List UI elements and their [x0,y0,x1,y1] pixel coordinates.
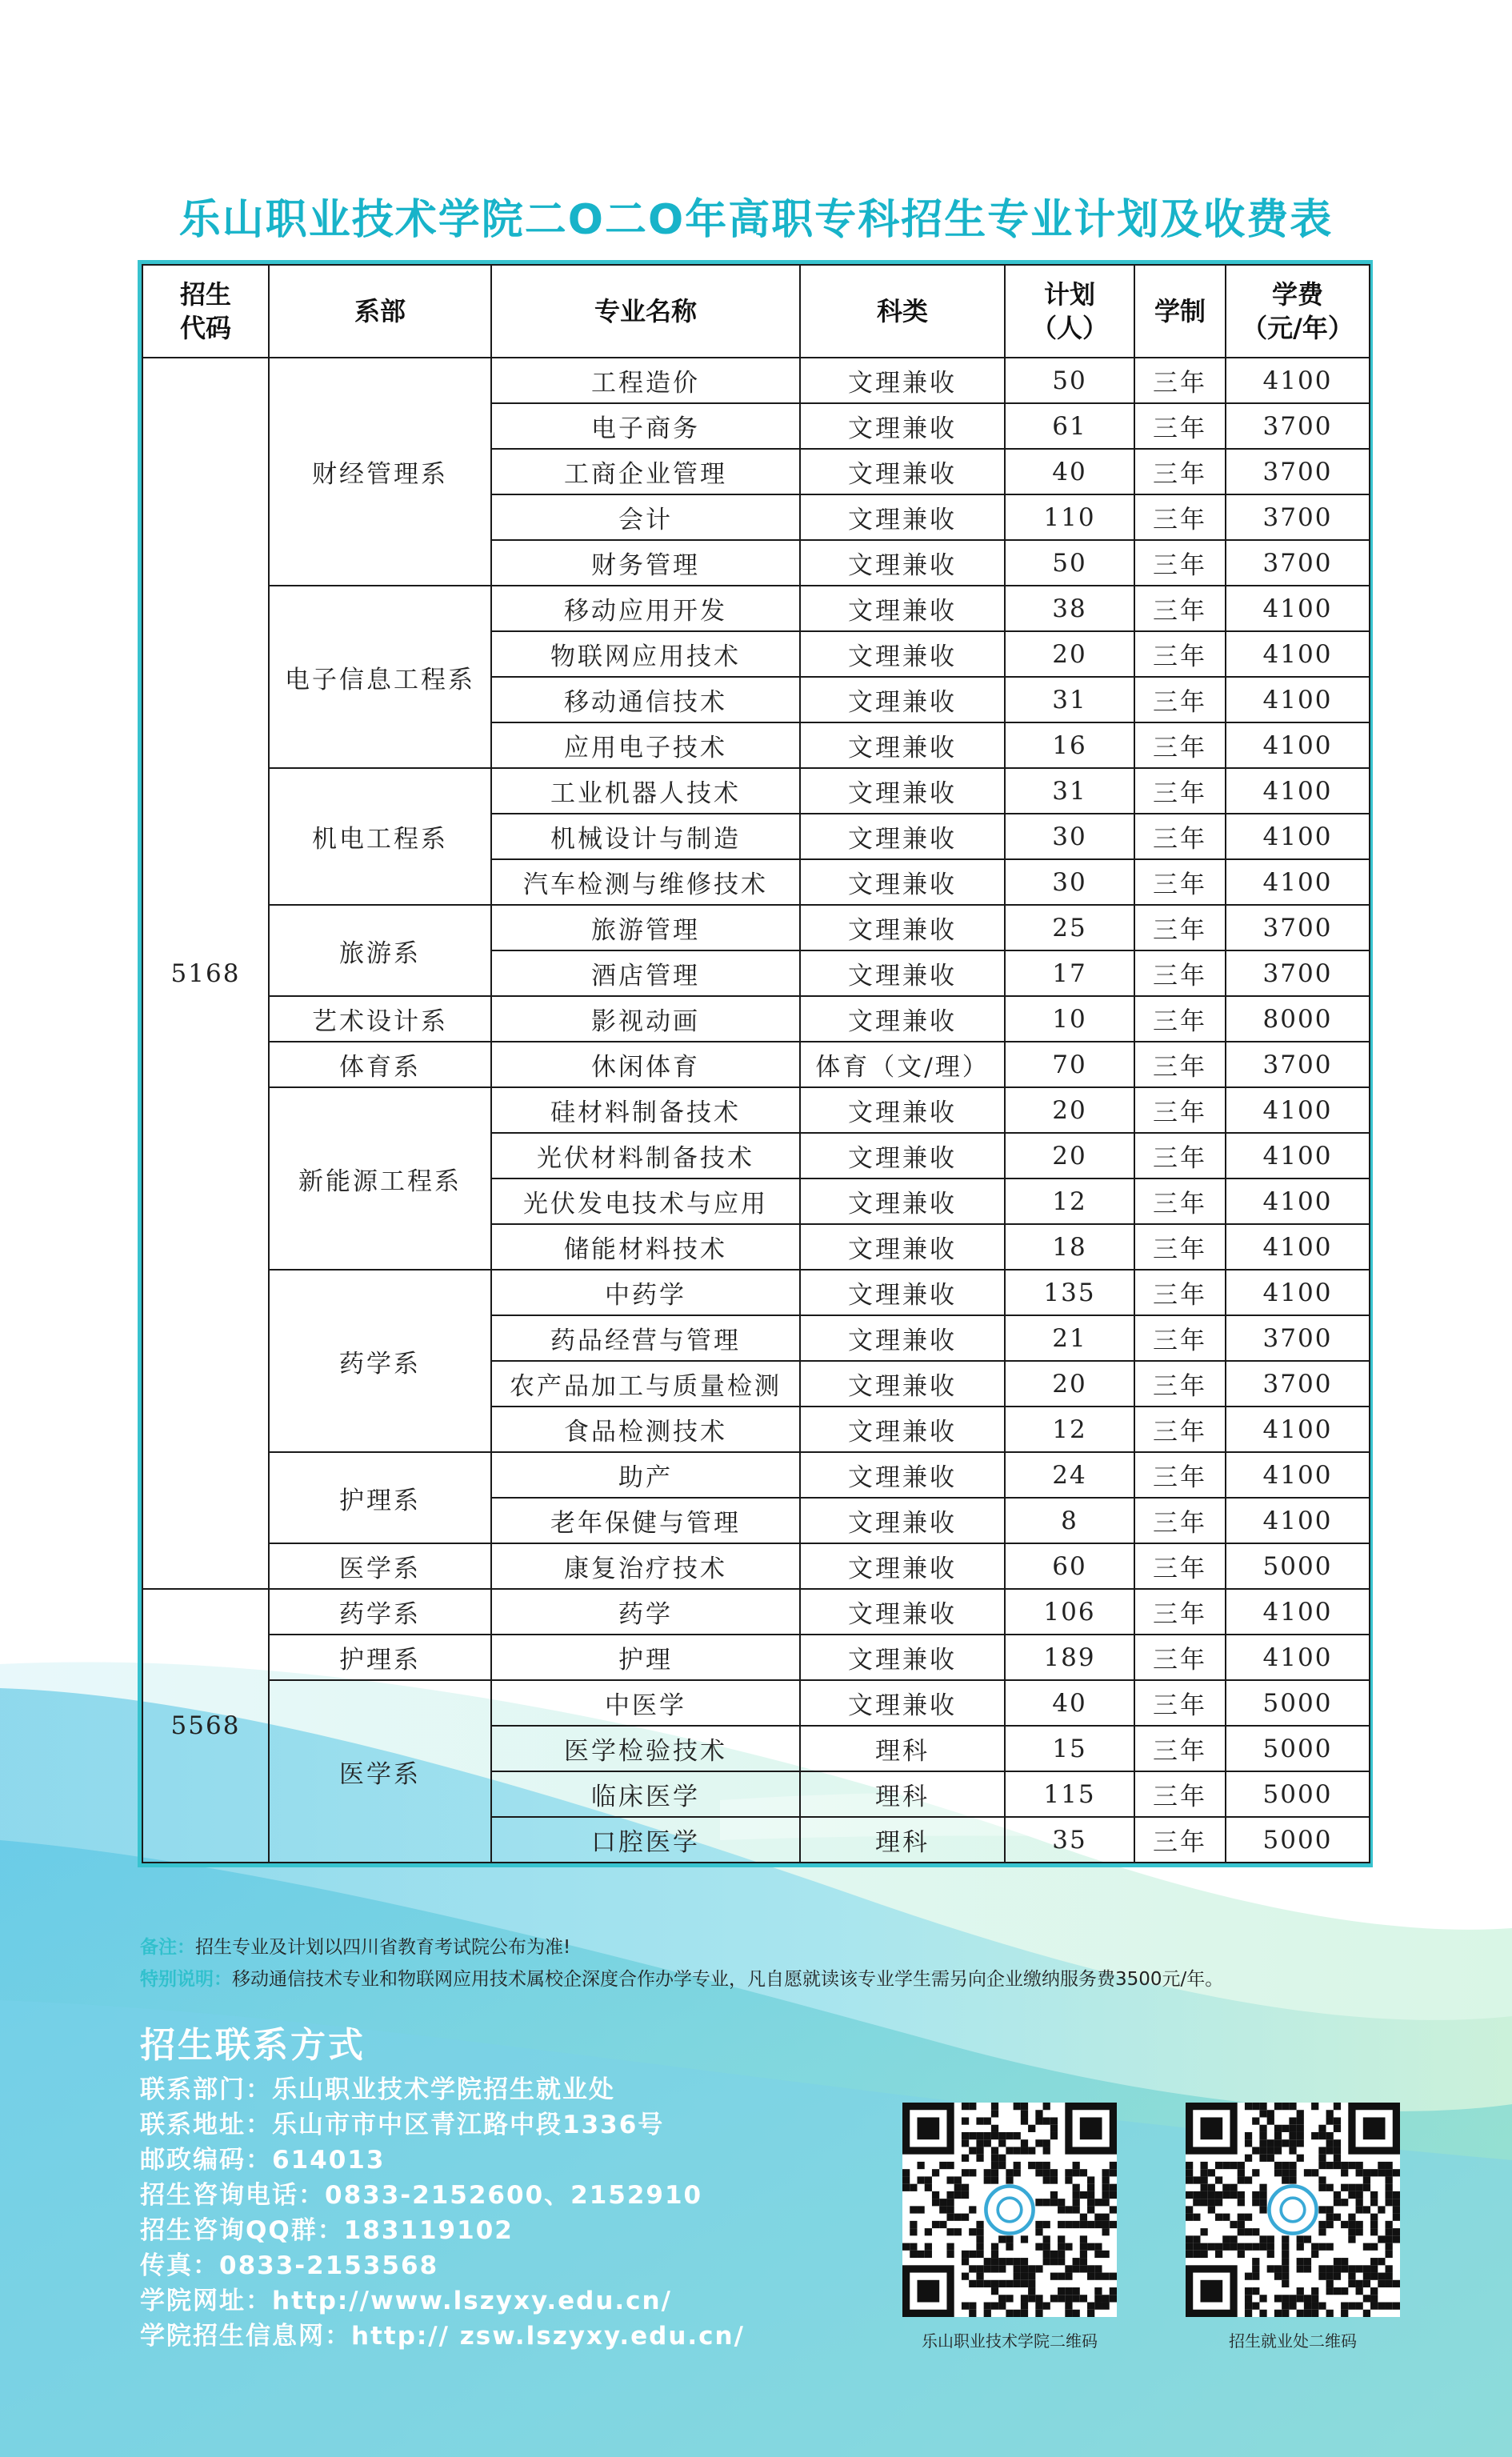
plan-cell: 40 [1005,1680,1134,1726]
special-note: 特别说明：移动通信技术专业和物联网应用技术属校企深度合作办学专业，凡自愿就读该专业学生需另向企业缴纳服务费3500元/年。 [140,1969,1224,1990]
department-cell: 体育系 [269,1042,491,1087]
contact-website[interactable]: 学院网址：http://www.lszyxy.edu.cn/ [140,2287,672,2315]
duration-cell: 三年 [1134,1270,1226,1315]
college-qr-code-icon [902,2103,1117,2317]
department-cell: 财经管理系 [269,358,491,586]
plan-cell: 15 [1005,1726,1134,1771]
category-cell: 文理兼收 [800,768,1005,814]
fee-cell: 4100 [1226,814,1370,859]
plan-cell: 40 [1005,449,1134,494]
department-cell: 新能源工程系 [269,1087,491,1270]
contact-phone: 招生咨询电话：0833-2152600、2152910 [140,2181,703,2210]
category-cell: 体育（文/理） [800,1042,1005,1087]
duration-cell: 三年 [1134,722,1226,768]
plan-cell: 30 [1005,814,1134,859]
fee-cell: 3700 [1226,1315,1370,1361]
fee-cell: 4100 [1226,1589,1370,1635]
fee-cell: 5000 [1226,1726,1370,1771]
major-cell: 机械设计与制造 [491,814,800,859]
duration-cell: 三年 [1134,449,1226,494]
plan-cell: 16 [1005,722,1134,768]
duration-cell: 三年 [1134,1133,1226,1178]
major-cell: 护理 [491,1635,800,1680]
plan-cell: 20 [1005,1133,1134,1178]
category-cell: 文理兼收 [800,1635,1005,1680]
table-header-row [142,265,1370,358]
plan-cell: 20 [1005,1361,1134,1407]
fee-cell: 3700 [1226,540,1370,586]
category-cell: 文理兼收 [800,1315,1005,1361]
remark-note: 备注：招生专业及计划以四川省教育考试院公布为准! [140,1937,571,1958]
fee-cell: 4100 [1226,1635,1370,1680]
category-cell: 文理兼收 [800,677,1005,722]
major-cell: 硅材料制备技术 [491,1087,800,1133]
major-cell: 中药学 [491,1270,800,1315]
fee-cell: 3700 [1226,950,1370,996]
contact-title: 招生联系方式 [140,2025,366,2066]
fee-cell: 5000 [1226,1680,1370,1726]
table-row [142,1452,1370,1498]
major-cell: 应用电子技术 [491,722,800,768]
plan-cell: 135 [1005,1270,1134,1315]
major-cell: 光伏材料制备技术 [491,1133,800,1178]
fee-cell: 5000 [1226,1543,1370,1589]
plan-cell: 70 [1005,1042,1134,1087]
fee-cell: 3700 [1226,494,1370,540]
category-cell: 文理兼收 [800,449,1005,494]
header-dept: 系部 [269,265,491,358]
plan-cell: 110 [1005,494,1134,540]
duration-cell: 三年 [1134,1817,1226,1863]
duration-cell: 三年 [1134,996,1226,1042]
major-cell: 物联网应用技术 [491,631,800,677]
plan-cell: 10 [1005,996,1134,1042]
department-cell: 护理系 [269,1452,491,1543]
contact-admission-site[interactable]: 学院招生信息网：http:// zsw.lszyxy.edu.cn/ [140,2322,745,2351]
fee-cell: 8000 [1226,996,1370,1042]
major-cell: 中医学 [491,1680,800,1726]
major-cell: 工程造价 [491,358,800,403]
fee-cell: 3700 [1226,449,1370,494]
table-body [142,358,1370,1863]
admission-office-qr-caption: 招生就业处二维码 [1229,2331,1357,2351]
duration-cell: 三年 [1134,1635,1226,1680]
category-cell: 文理兼收 [800,722,1005,768]
duration-cell: 三年 [1134,540,1226,586]
duration-cell: 三年 [1134,1178,1226,1224]
fee-cell: 4100 [1226,1224,1370,1270]
department-cell: 医学系 [269,1543,491,1589]
enroll-code-cell: 5568 [142,1589,269,1863]
duration-cell: 三年 [1134,1726,1226,1771]
major-cell: 移动通信技术 [491,677,800,722]
fee-cell: 4100 [1226,722,1370,768]
major-cell: 食品检测技术 [491,1407,800,1452]
duration-cell: 三年 [1134,358,1226,403]
plan-cell: 12 [1005,1407,1134,1452]
duration-cell: 三年 [1134,1087,1226,1133]
category-cell: 文理兼收 [800,1452,1005,1498]
header-duration: 学制 [1134,265,1226,358]
duration-cell: 三年 [1134,1042,1226,1087]
contact-fax: 传真：0833-2153568 [140,2251,439,2280]
fee-cell: 4100 [1226,1452,1370,1498]
duration-cell: 三年 [1134,1589,1226,1635]
category-cell: 理科 [800,1726,1005,1771]
enroll-code-cell: 5168 [142,358,269,1589]
plan-cell: 50 [1005,358,1134,403]
major-cell: 休闲体育 [491,1042,800,1087]
duration-cell: 三年 [1134,1315,1226,1361]
department-cell: 医学系 [269,1680,491,1863]
plan-cell: 8 [1005,1498,1134,1543]
major-cell: 康复治疗技术 [491,1543,800,1589]
plan-cell: 35 [1005,1817,1134,1863]
duration-cell: 三年 [1134,1680,1226,1726]
department-cell: 艺术设计系 [269,996,491,1042]
plan-cell: 61 [1005,403,1134,449]
plan-cell: 38 [1005,586,1134,631]
major-cell: 药学 [491,1589,800,1635]
duration-cell: 三年 [1134,631,1226,677]
plan-cell: 21 [1005,1315,1134,1361]
category-cell: 文理兼收 [800,403,1005,449]
major-cell: 光伏发电技术与应用 [491,1178,800,1224]
table-row [142,1270,1370,1315]
category-cell: 文理兼收 [800,494,1005,540]
category-cell: 文理兼收 [800,631,1005,677]
fee-cell: 4100 [1226,1498,1370,1543]
duration-cell: 三年 [1134,1361,1226,1407]
plan-cell: 31 [1005,768,1134,814]
category-cell: 文理兼收 [800,1361,1005,1407]
major-cell: 老年保健与管理 [491,1498,800,1543]
major-cell: 酒店管理 [491,950,800,996]
duration-cell: 三年 [1134,1771,1226,1817]
category-cell: 理科 [800,1817,1005,1863]
department-cell: 药学系 [269,1589,491,1635]
fee-cell: 3700 [1226,905,1370,950]
duration-cell: 三年 [1134,494,1226,540]
fee-cell: 4100 [1226,631,1370,677]
table-row [142,905,1370,950]
table-row [142,1635,1370,1680]
fee-cell: 4100 [1226,1087,1370,1133]
duration-cell: 三年 [1134,1498,1226,1543]
fee-cell: 3700 [1226,1361,1370,1407]
fee-cell: 4100 [1226,358,1370,403]
major-cell: 财务管理 [491,540,800,586]
contact-qq: 招生咨询QQ群：183119102 [140,2216,514,2245]
table-row [142,768,1370,814]
duration-cell: 三年 [1134,1543,1226,1589]
duration-cell: 三年 [1134,768,1226,814]
major-cell: 药品经营与管理 [491,1315,800,1361]
fee-cell: 3700 [1226,403,1370,449]
plan-cell: 31 [1005,677,1134,722]
duration-cell: 三年 [1134,905,1226,950]
department-cell: 护理系 [269,1635,491,1680]
fee-cell: 4100 [1226,1270,1370,1315]
fee-cell: 5000 [1226,1817,1370,1863]
header-category: 科类 [800,265,1005,358]
enrollment-table [138,260,1373,1867]
category-cell: 文理兼收 [800,814,1005,859]
category-cell: 文理兼收 [800,1407,1005,1452]
table-row [142,1589,1370,1635]
fee-cell: 3700 [1226,1042,1370,1087]
category-cell: 文理兼收 [800,1270,1005,1315]
fee-cell: 4100 [1226,1407,1370,1452]
page-title: 乐山职业技术学院二O二O年高职专科招生专业计划及收费表 [178,196,1334,244]
major-cell: 储能材料技术 [491,1224,800,1270]
category-cell: 文理兼收 [800,1178,1005,1224]
category-cell: 理科 [800,1771,1005,1817]
duration-cell: 三年 [1134,1407,1226,1452]
fee-cell: 4100 [1226,677,1370,722]
category-cell: 文理兼收 [800,1498,1005,1543]
fee-cell: 4100 [1226,586,1370,631]
category-cell: 文理兼收 [800,905,1005,950]
plan-cell: 17 [1005,950,1134,996]
plan-cell: 50 [1005,540,1134,586]
category-cell: 文理兼收 [800,1087,1005,1133]
major-cell: 会计 [491,494,800,540]
duration-cell: 三年 [1134,859,1226,905]
duration-cell: 三年 [1134,677,1226,722]
contact-dept: 联系部门：乐山职业技术学院招生就业处 [140,2075,615,2104]
department-cell: 机电工程系 [269,768,491,905]
category-cell: 文理兼收 [800,586,1005,631]
contact-info [140,2072,745,2354]
major-cell: 旅游管理 [491,905,800,950]
major-cell: 影视动画 [491,996,800,1042]
major-cell: 农产品加工与质量检测 [491,1361,800,1407]
plan-cell: 189 [1005,1635,1134,1680]
duration-cell: 三年 [1134,586,1226,631]
header-fee: 学费 （元/年） [1226,265,1370,358]
category-cell: 文理兼收 [800,859,1005,905]
fee-cell: 4100 [1226,1178,1370,1224]
duration-cell: 三年 [1134,950,1226,996]
major-cell: 汽车检测与维修技术 [491,859,800,905]
major-cell: 口腔医学 [491,1817,800,1863]
category-cell: 文理兼收 [800,1589,1005,1635]
plan-cell: 60 [1005,1543,1134,1589]
major-cell: 临床医学 [491,1771,800,1817]
category-cell: 文理兼收 [800,1680,1005,1726]
header-code: 招生 代码 [142,265,269,358]
plan-cell: 12 [1005,1178,1134,1224]
contact-postcode: 邮政编码：614013 [140,2146,386,2175]
table-row [142,1680,1370,1726]
table-row [142,358,1370,403]
category-cell: 文理兼收 [800,1224,1005,1270]
plan-cell: 20 [1005,1087,1134,1133]
fee-cell: 5000 [1226,1771,1370,1817]
table-row [142,996,1370,1042]
college-qr-caption: 乐山职业技术学院二维码 [922,2331,1098,2351]
category-cell: 文理兼收 [800,996,1005,1042]
major-cell: 工商企业管理 [491,449,800,494]
category-cell: 文理兼收 [800,1133,1005,1178]
table-row [142,1042,1370,1087]
contact-address: 联系地址：乐山市市中区青江路中段1336号 [140,2111,665,2139]
header-plan: 计划 （人） [1005,265,1134,358]
major-cell: 移动应用开发 [491,586,800,631]
duration-cell: 三年 [1134,1224,1226,1270]
plan-cell: 24 [1005,1452,1134,1498]
duration-cell: 三年 [1134,1452,1226,1498]
major-cell: 电子商务 [491,403,800,449]
plan-cell: 18 [1005,1224,1134,1270]
plan-cell: 115 [1005,1771,1134,1817]
major-cell: 工业机器人技术 [491,768,800,814]
category-cell: 文理兼收 [800,358,1005,403]
plan-cell: 106 [1005,1589,1134,1635]
category-cell: 文理兼收 [800,950,1005,996]
category-cell: 文理兼收 [800,540,1005,586]
plan-cell: 20 [1005,631,1134,677]
major-cell: 医学检验技术 [491,1726,800,1771]
duration-cell: 三年 [1134,403,1226,449]
fee-cell: 4100 [1226,859,1370,905]
fee-cell: 4100 [1226,768,1370,814]
table-row [142,1087,1370,1133]
plan-cell: 30 [1005,859,1134,905]
department-cell: 药学系 [269,1270,491,1452]
table-row [142,586,1370,631]
duration-cell: 三年 [1134,814,1226,859]
plan-cell: 25 [1005,905,1134,950]
department-cell: 电子信息工程系 [269,586,491,768]
department-cell: 旅游系 [269,905,491,996]
admission-office-qr-code-icon [1186,2103,1400,2317]
category-cell: 文理兼收 [800,1543,1005,1589]
table-row [142,1543,1370,1589]
fee-cell: 4100 [1226,1133,1370,1178]
header-major: 专业名称 [491,265,800,358]
major-cell: 助产 [491,1452,800,1498]
